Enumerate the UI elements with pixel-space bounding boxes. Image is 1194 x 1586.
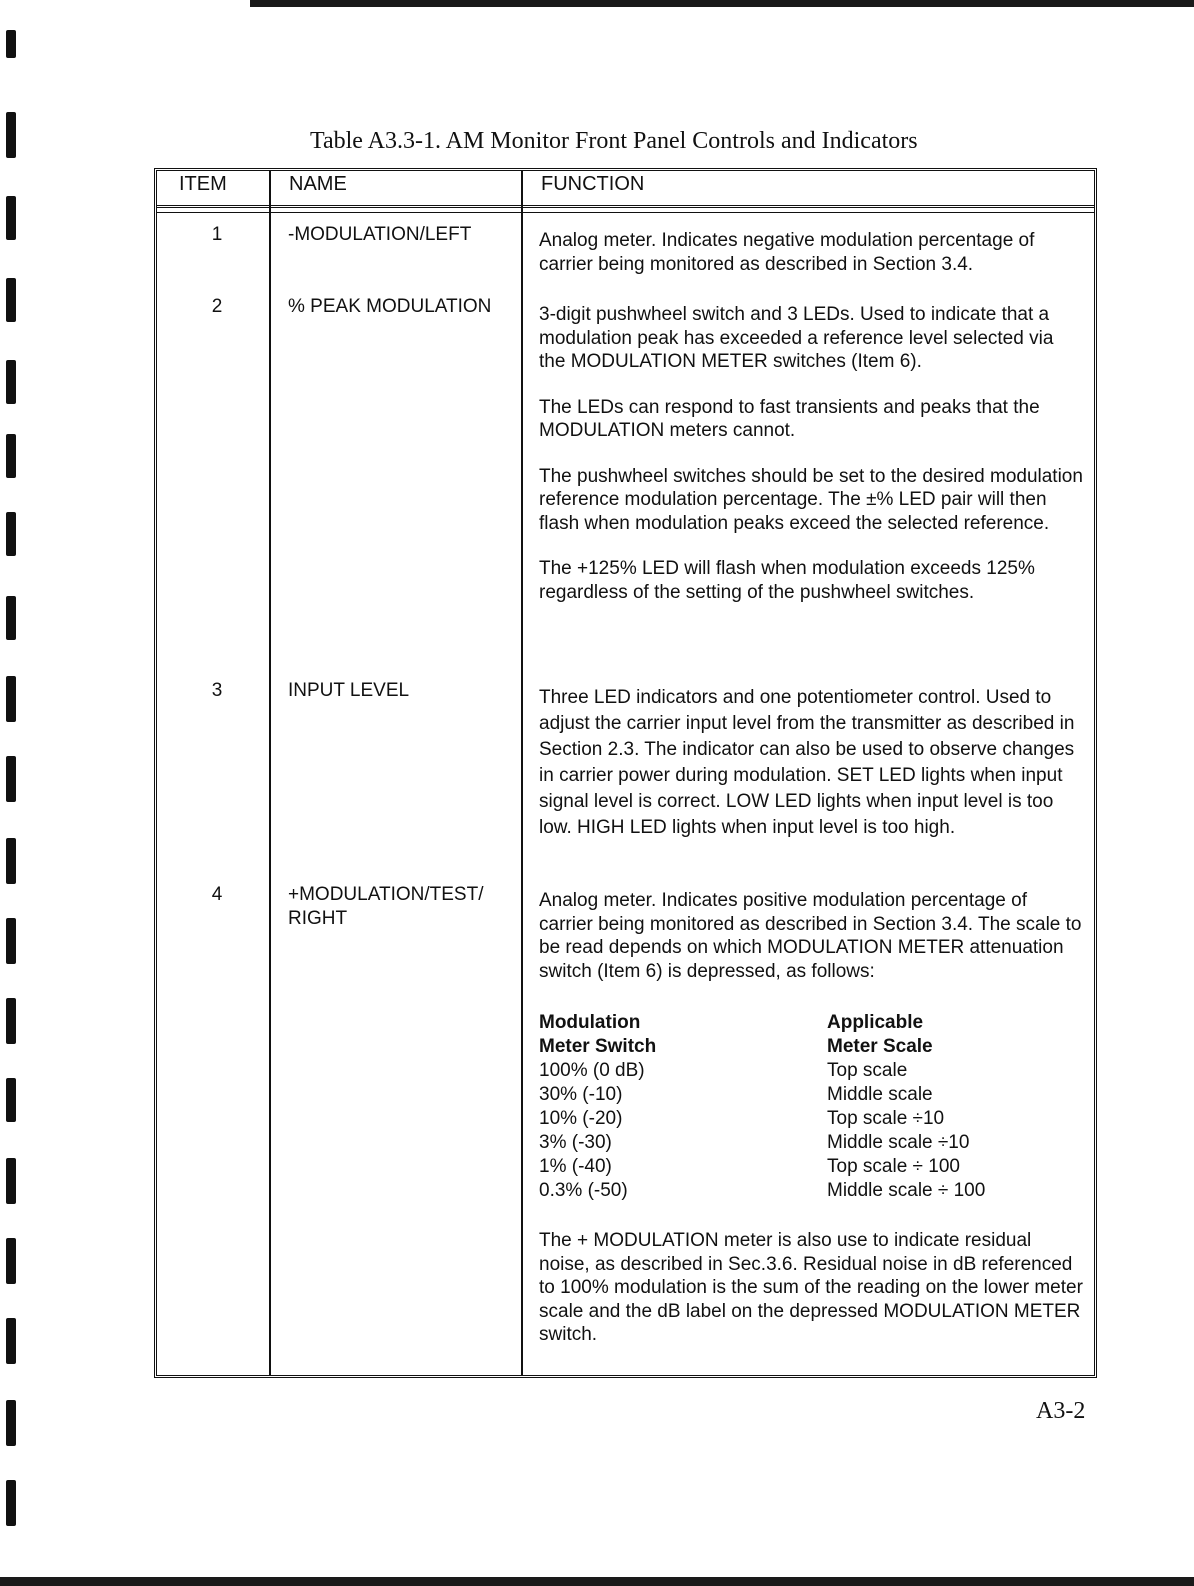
binding-mark (6, 278, 16, 322)
binding-mark (6, 30, 16, 58)
binding-mark (6, 596, 16, 640)
header-rule (157, 205, 1094, 213)
scale-meter: Top scale ÷ 100 (827, 1156, 960, 1177)
row-function (539, 229, 1084, 298)
scale-meter: Middle scale ÷10 (827, 1132, 970, 1153)
scale-switch: 1% (-40) (539, 1156, 612, 1177)
column-divider (269, 171, 271, 1375)
page-number: A3-2 (1036, 1398, 1086, 1424)
function-paragraph: The pushwheel switches should be set to the desired modulation reference modulation percentage. The ±% LED pair will then flash when modulation peaks exceed the selected reference. (539, 465, 1083, 534)
binding-mark (6, 1400, 16, 1446)
scale-header: Applicable (827, 1012, 924, 1033)
binding-mark (6, 1480, 16, 1526)
function-paragraph: Analog meter. Indicates negative modulation percentage of carrier being monitored as described in Section 3.4. (539, 230, 1035, 275)
scale-header: Meter Scale (827, 1036, 933, 1057)
function-paragraph: 3-digit pushwheel switch and 3 LEDs. Used to indicate that a modulation peak has exceeded a reference level selected via the MODULATION METER switches (Item 6). (539, 304, 1054, 372)
scale-meter: Top scale ÷10 (827, 1108, 945, 1129)
column-divider (521, 171, 523, 1375)
header-item: ITEM (179, 173, 227, 195)
scale-switch: 3% (-30) (539, 1132, 612, 1153)
row-function (539, 685, 1084, 863)
binding-mark (6, 1158, 16, 1204)
header-name: NAME (289, 173, 347, 195)
row-name: +MODULATION/TEST/ RIGHT (288, 884, 484, 929)
scale-switch: 0.3% (-50) (539, 1180, 628, 1201)
binding-mark (6, 838, 16, 884)
function-paragraph: The + MODULATION meter is also use to indicate residual noise, as described in Sec.3.6. Residual noise in dB referenced to 100% modulation is the sum of the reading on the lower meter scale and the dB label on the depressed MODULATION METER switch. (539, 1230, 1083, 1345)
binding-mark (6, 998, 16, 1044)
binding-mark (6, 196, 16, 240)
function-paragraph: Analog meter. Indicates positive modulation percentage of carrier being monitored as described in Section 3.4. The scale to be read depends on which MODULATION METER attenuation switch (Item 6) is depressed, as follows: (539, 890, 1082, 982)
table-caption: Table A3.3-1. AM Monitor Front Panel Controls and Indicators (310, 128, 918, 154)
header-function: FUNCTION (541, 173, 645, 195)
binding-mark (6, 1078, 16, 1122)
binding-mark (6, 1238, 16, 1284)
binding-mark (6, 512, 16, 556)
row-item-number: 2 (211, 296, 223, 317)
row-name: % PEAK MODULATION (288, 296, 492, 317)
row-item-number: 1 (211, 224, 223, 245)
scale-switch: 10% (-20) (539, 1108, 623, 1129)
scan-edge-bottom (0, 1577, 1194, 1586)
function-paragraph: The LEDs can respond to fast transients and peaks that the MODULATION meters cannot. (539, 396, 1040, 441)
binding-mark (6, 112, 16, 158)
scan-edge-top (250, 0, 1194, 7)
row-item-number: 3 (211, 680, 223, 701)
meter-scale-table (539, 1011, 1084, 1203)
row-function (539, 889, 1084, 1369)
scale-meter: Middle scale (827, 1084, 933, 1105)
binding-mark (6, 360, 16, 404)
binding-mark (6, 434, 16, 478)
controls-table (154, 168, 1097, 1378)
scale-meter: Middle scale ÷ 100 (827, 1180, 986, 1201)
row-function (539, 303, 1084, 626)
binding-mark (6, 918, 16, 964)
scale-switch: 100% (0 dB) (539, 1060, 645, 1081)
scale-meter: Top scale (827, 1060, 908, 1081)
scale-header: Meter Switch (539, 1036, 657, 1057)
function-paragraph: Three LED indicators and one potentiometer control. Used to adjust the carrier input level from the transmitter as described in Section 2.3. The indicator can also be used to observe changes in carrier power during modulation. SET LED lights when input signal level is correct. LOW LED lights when input level is too low. HIGH LED lights when input level is too high. (539, 687, 1075, 838)
row-item-number: 4 (211, 884, 223, 905)
binding-mark (6, 1318, 16, 1364)
row-name: -MODULATION/LEFT (288, 224, 472, 245)
function-paragraph: The +125% LED will flash when modulation exceeds 125% regardless of the setting of the pushwheel switches. (539, 558, 1035, 603)
binding-mark (6, 756, 16, 802)
scale-header: Modulation (539, 1012, 641, 1033)
binding-mark (6, 676, 16, 722)
row-name: INPUT LEVEL (288, 680, 410, 701)
scale-switch: 30% (-10) (539, 1084, 623, 1105)
